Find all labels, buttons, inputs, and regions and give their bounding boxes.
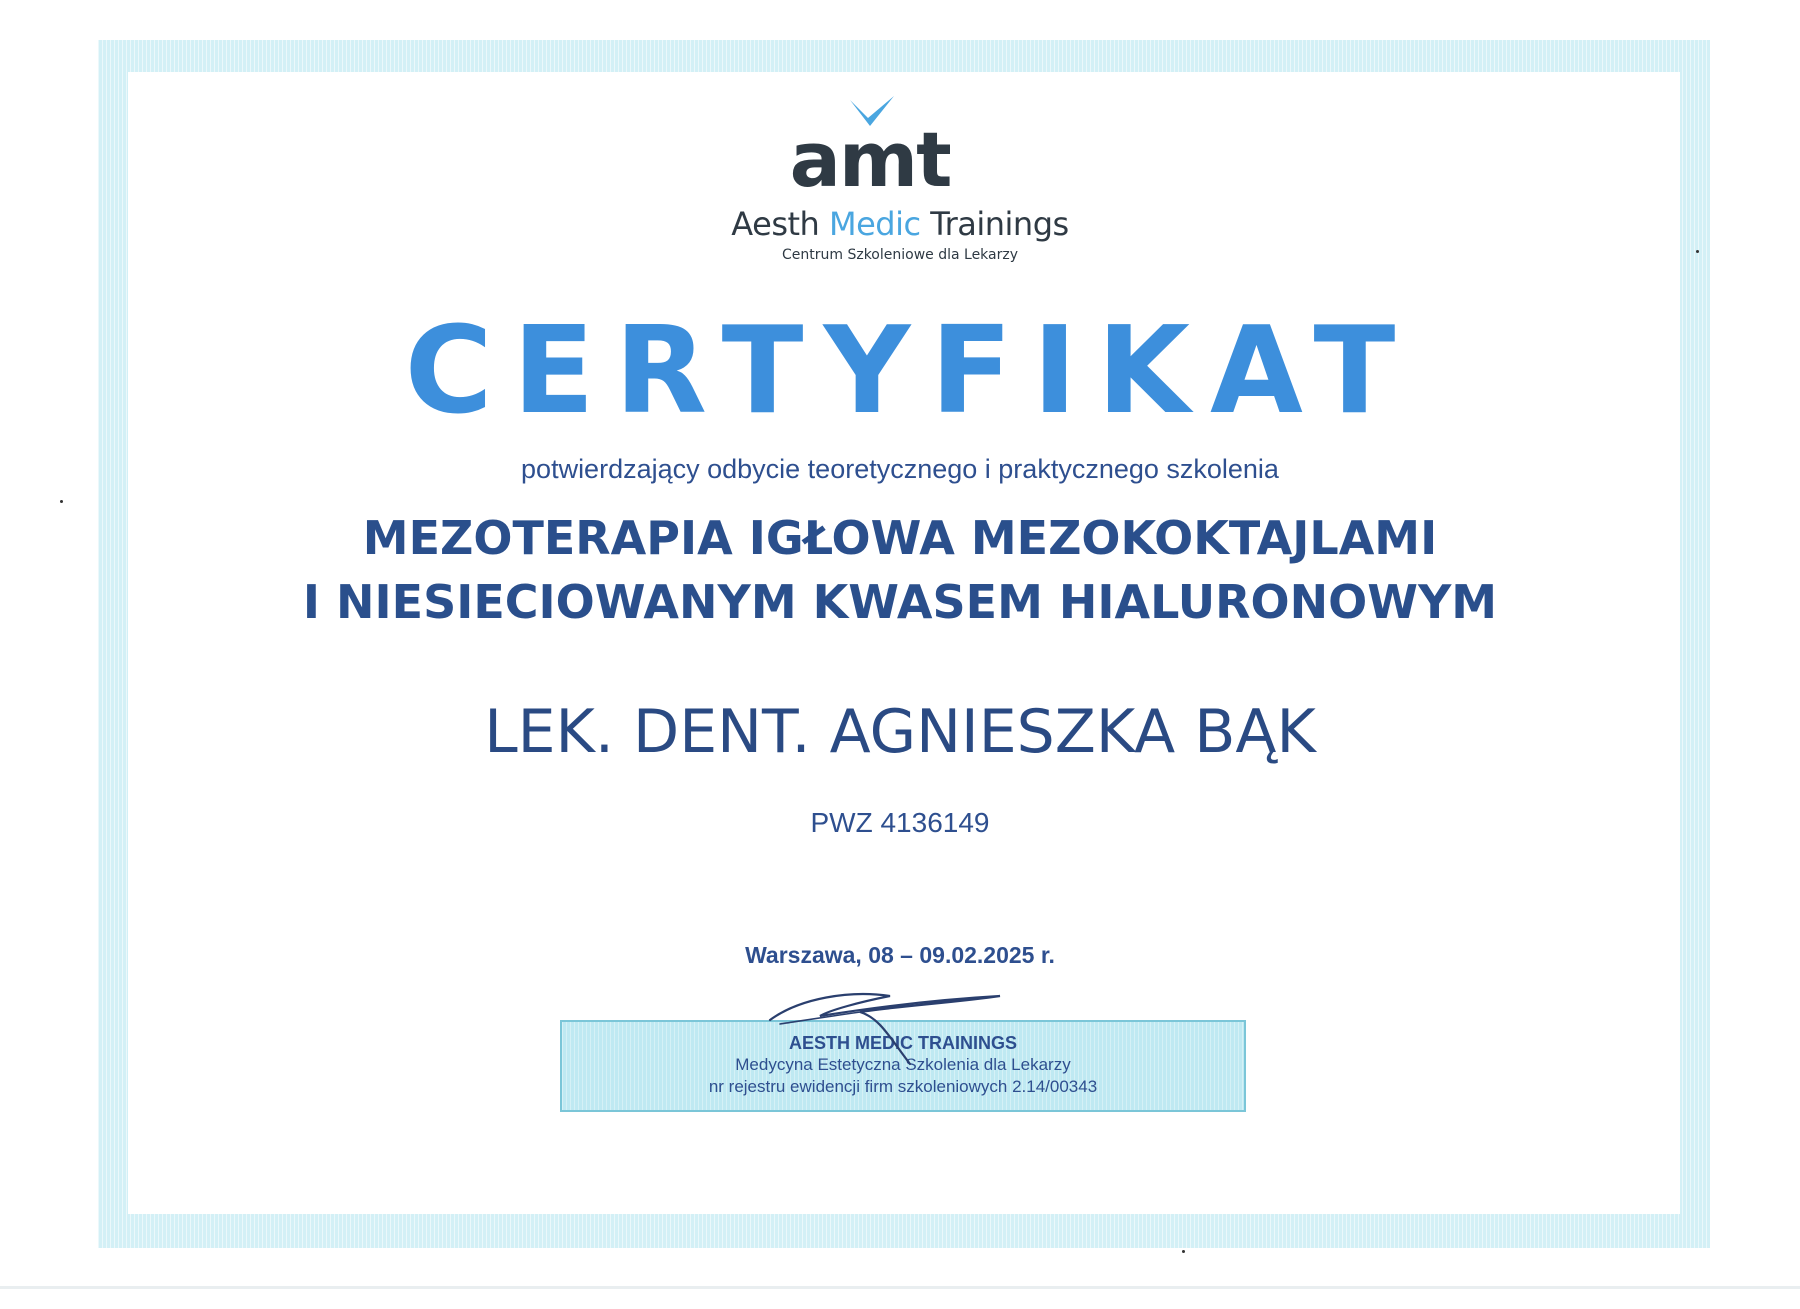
stamp-company-name: AESTH MEDIC TRAININGS <box>788 1033 1017 1053</box>
brand-part-aesth: Aesth <box>731 205 829 243</box>
scan-speck <box>60 500 63 503</box>
course-line-1: MEZOTERAPIA IGŁOWA MEZOKOKTAJLAMI <box>362 511 1438 565</box>
scan-edge <box>0 1286 1800 1289</box>
stamp-registry-number: nr rejestru ewidencji firm szkoleniowych 2.14/00343 <box>708 1077 1098 1096</box>
signature <box>760 978 1020 1068</box>
svg-text:amt <box>790 115 950 200</box>
logo-letter-a: amt <box>790 115 950 200</box>
scan-speck <box>1696 250 1699 253</box>
stamp-description: Medycyna Estetyczna Szkolenia dla Lekarzy <box>735 1055 1071 1074</box>
scan-speck <box>1182 1250 1185 1253</box>
brand-part-trainings: Trainings <box>920 205 1069 243</box>
brand-part-medic: Medic <box>828 205 921 243</box>
certificate-subtitle: potwierdzający odbycie teoretycznego i praktycznego szkolenia <box>521 454 1279 484</box>
brand-tagline: Centrum Szkoleniowe dla Lekarzy <box>781 247 1019 263</box>
brand-name <box>600 204 1200 244</box>
license-number: PWZ 4136149 <box>810 807 990 838</box>
course-name <box>150 506 1650 634</box>
amt-logo <box>790 92 950 200</box>
place-and-date: Warszawa, 08 – 09.02.2025 r. <box>745 942 1055 968</box>
recipient-name: LEK. DENT. AGNIESZKA BĄK <box>484 697 1316 767</box>
certificate-title: CERTYFIKAT <box>404 302 1416 441</box>
course-line-2: I NIESIECIOWANYM KWASEM HIALURONOWYM <box>302 575 1498 629</box>
